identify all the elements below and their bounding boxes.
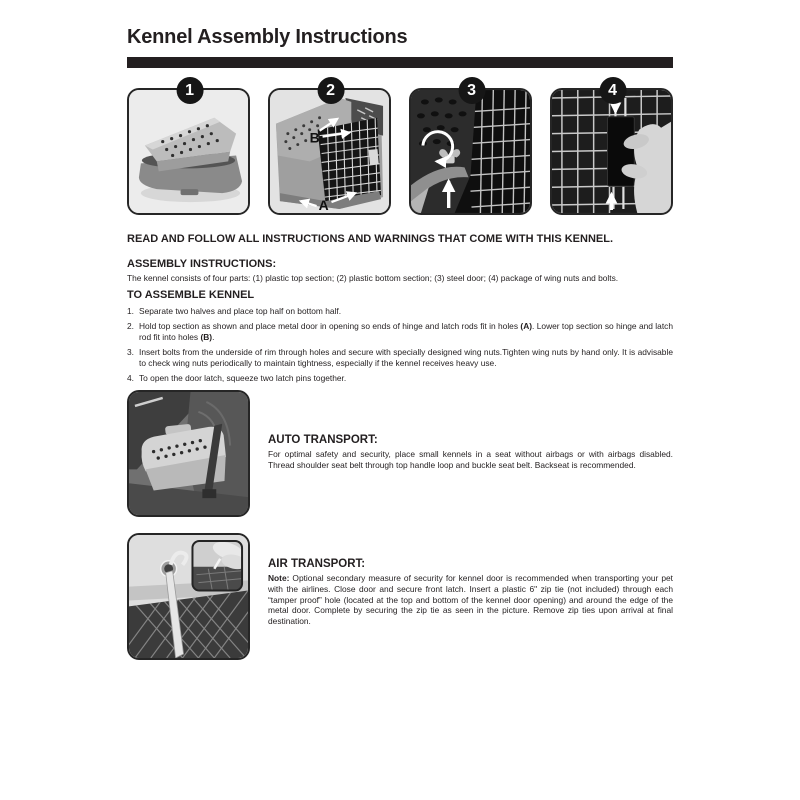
air-transport-text <box>268 558 673 660</box>
kennel-in-car-illustration <box>129 392 248 515</box>
step-1-badge <box>176 77 203 104</box>
list-marker: 2. <box>127 320 134 331</box>
air-transport-section <box>127 533 673 660</box>
list-marker: 1. <box>127 305 134 316</box>
step-4-badge <box>599 77 626 104</box>
step-2-figure <box>268 81 391 215</box>
warning-text: READ AND FOLLOW ALL INSTRUCTIONS AND WARNINGS THAT COME WITH THIS KENNEL. <box>127 233 614 245</box>
to-assemble-section <box>127 289 673 384</box>
air-transport-heading: AIR TRANSPORT: <box>268 558 366 570</box>
step-2-badge <box>317 77 344 104</box>
step-2-photo <box>268 88 391 215</box>
assemble-step-text: Hold top section as shown and place metal door in opening so ends of hinge and latch rods fit in holes (A). Lower top section so hinge and latch rod fit into holes (B). <box>139 320 673 342</box>
auto-transport-section <box>127 390 673 517</box>
step-1-number: 1 <box>185 81 195 99</box>
step-3-number: 3 <box>467 81 477 99</box>
step-2-number: 2 <box>326 81 336 99</box>
to-assemble-heading: TO ASSEMBLE KENNEL <box>127 289 255 301</box>
zip-tie-illustration <box>129 535 248 658</box>
title-divider-bar <box>127 57 673 68</box>
door-placement-illustration <box>270 90 389 213</box>
assemble-step-text: To open the door latch, squeeze two latch pins together. <box>139 372 347 383</box>
inset-photo <box>192 538 248 590</box>
label-a: A <box>318 197 329 213</box>
assemble-step-item <box>127 347 673 369</box>
assemble-step-text: Insert bolts from the underside of rim through holes and secure with specially designed wing nuts.Tighten wing nuts by hand only. It is advisable to check wing nuts periodically to maintain tightness, especially if the kennel receives heavy use. <box>139 346 673 368</box>
assembly-steps-row <box>127 81 673 215</box>
auto-transport-text <box>268 434 673 517</box>
wing-nut-tighten-illustration <box>411 90 530 213</box>
assembly-instructions-body: The kennel consists of four parts: (1) plastic top section; (2) plastic bottom section; (3) steel door; (4) package of wing nuts and bolts. <box>127 273 619 283</box>
auto-transport-photo <box>127 390 250 517</box>
list-marker: 3. <box>127 346 134 357</box>
list-marker: 4. <box>127 372 134 383</box>
step-4-figure <box>550 81 673 215</box>
air-transport-photo <box>127 533 250 660</box>
kennel-halves-stacked-illustration <box>129 90 248 213</box>
auto-transport-heading: AUTO TRANSPORT: <box>268 434 378 446</box>
assembly-instructions-heading: ASSEMBLY INSTRUCTIONS: <box>127 258 277 270</box>
assemble-step-item <box>127 321 673 343</box>
step-1-figure <box>127 81 250 215</box>
page-title: Kennel Assembly Instructions <box>127 26 408 48</box>
assemble-step-item <box>127 306 673 317</box>
step-3-photo <box>409 88 532 215</box>
assembly-instructions-section <box>127 258 687 284</box>
label-b: B <box>309 129 320 146</box>
auto-transport-body: For optimal safety and security, place small kennels in a seat without airbags or with airbags disabled. Thread shoulder seat belt through top handle loop and buckle seat belt. Backseat is recommended. <box>268 449 673 470</box>
step-3-badge <box>458 77 485 104</box>
air-transport-body: Note: Optional secondary measure of security for kennel door is recommended when transporting your pet with the airlines. Close door and secure front latch. Insert a plastic 6" zip tie (not included) through each “tamper proof” hole (located at the top and bottom of the kennel door opening) and around the edge of the metal door. Complete by securing the zip tie as seen in the picture. Remove zip ties upon arrival at final destination. <box>268 573 673 627</box>
step-4-photo <box>550 88 673 215</box>
assemble-step-item <box>127 373 673 384</box>
latch-squeeze-illustration <box>552 90 671 213</box>
step-1-photo <box>127 88 250 215</box>
step-4-number: 4 <box>608 81 618 99</box>
step-3-figure <box>409 81 532 215</box>
assemble-step-text: Separate two halves and place top half on bottom half. <box>139 305 342 316</box>
note-label: Note: <box>268 573 290 583</box>
